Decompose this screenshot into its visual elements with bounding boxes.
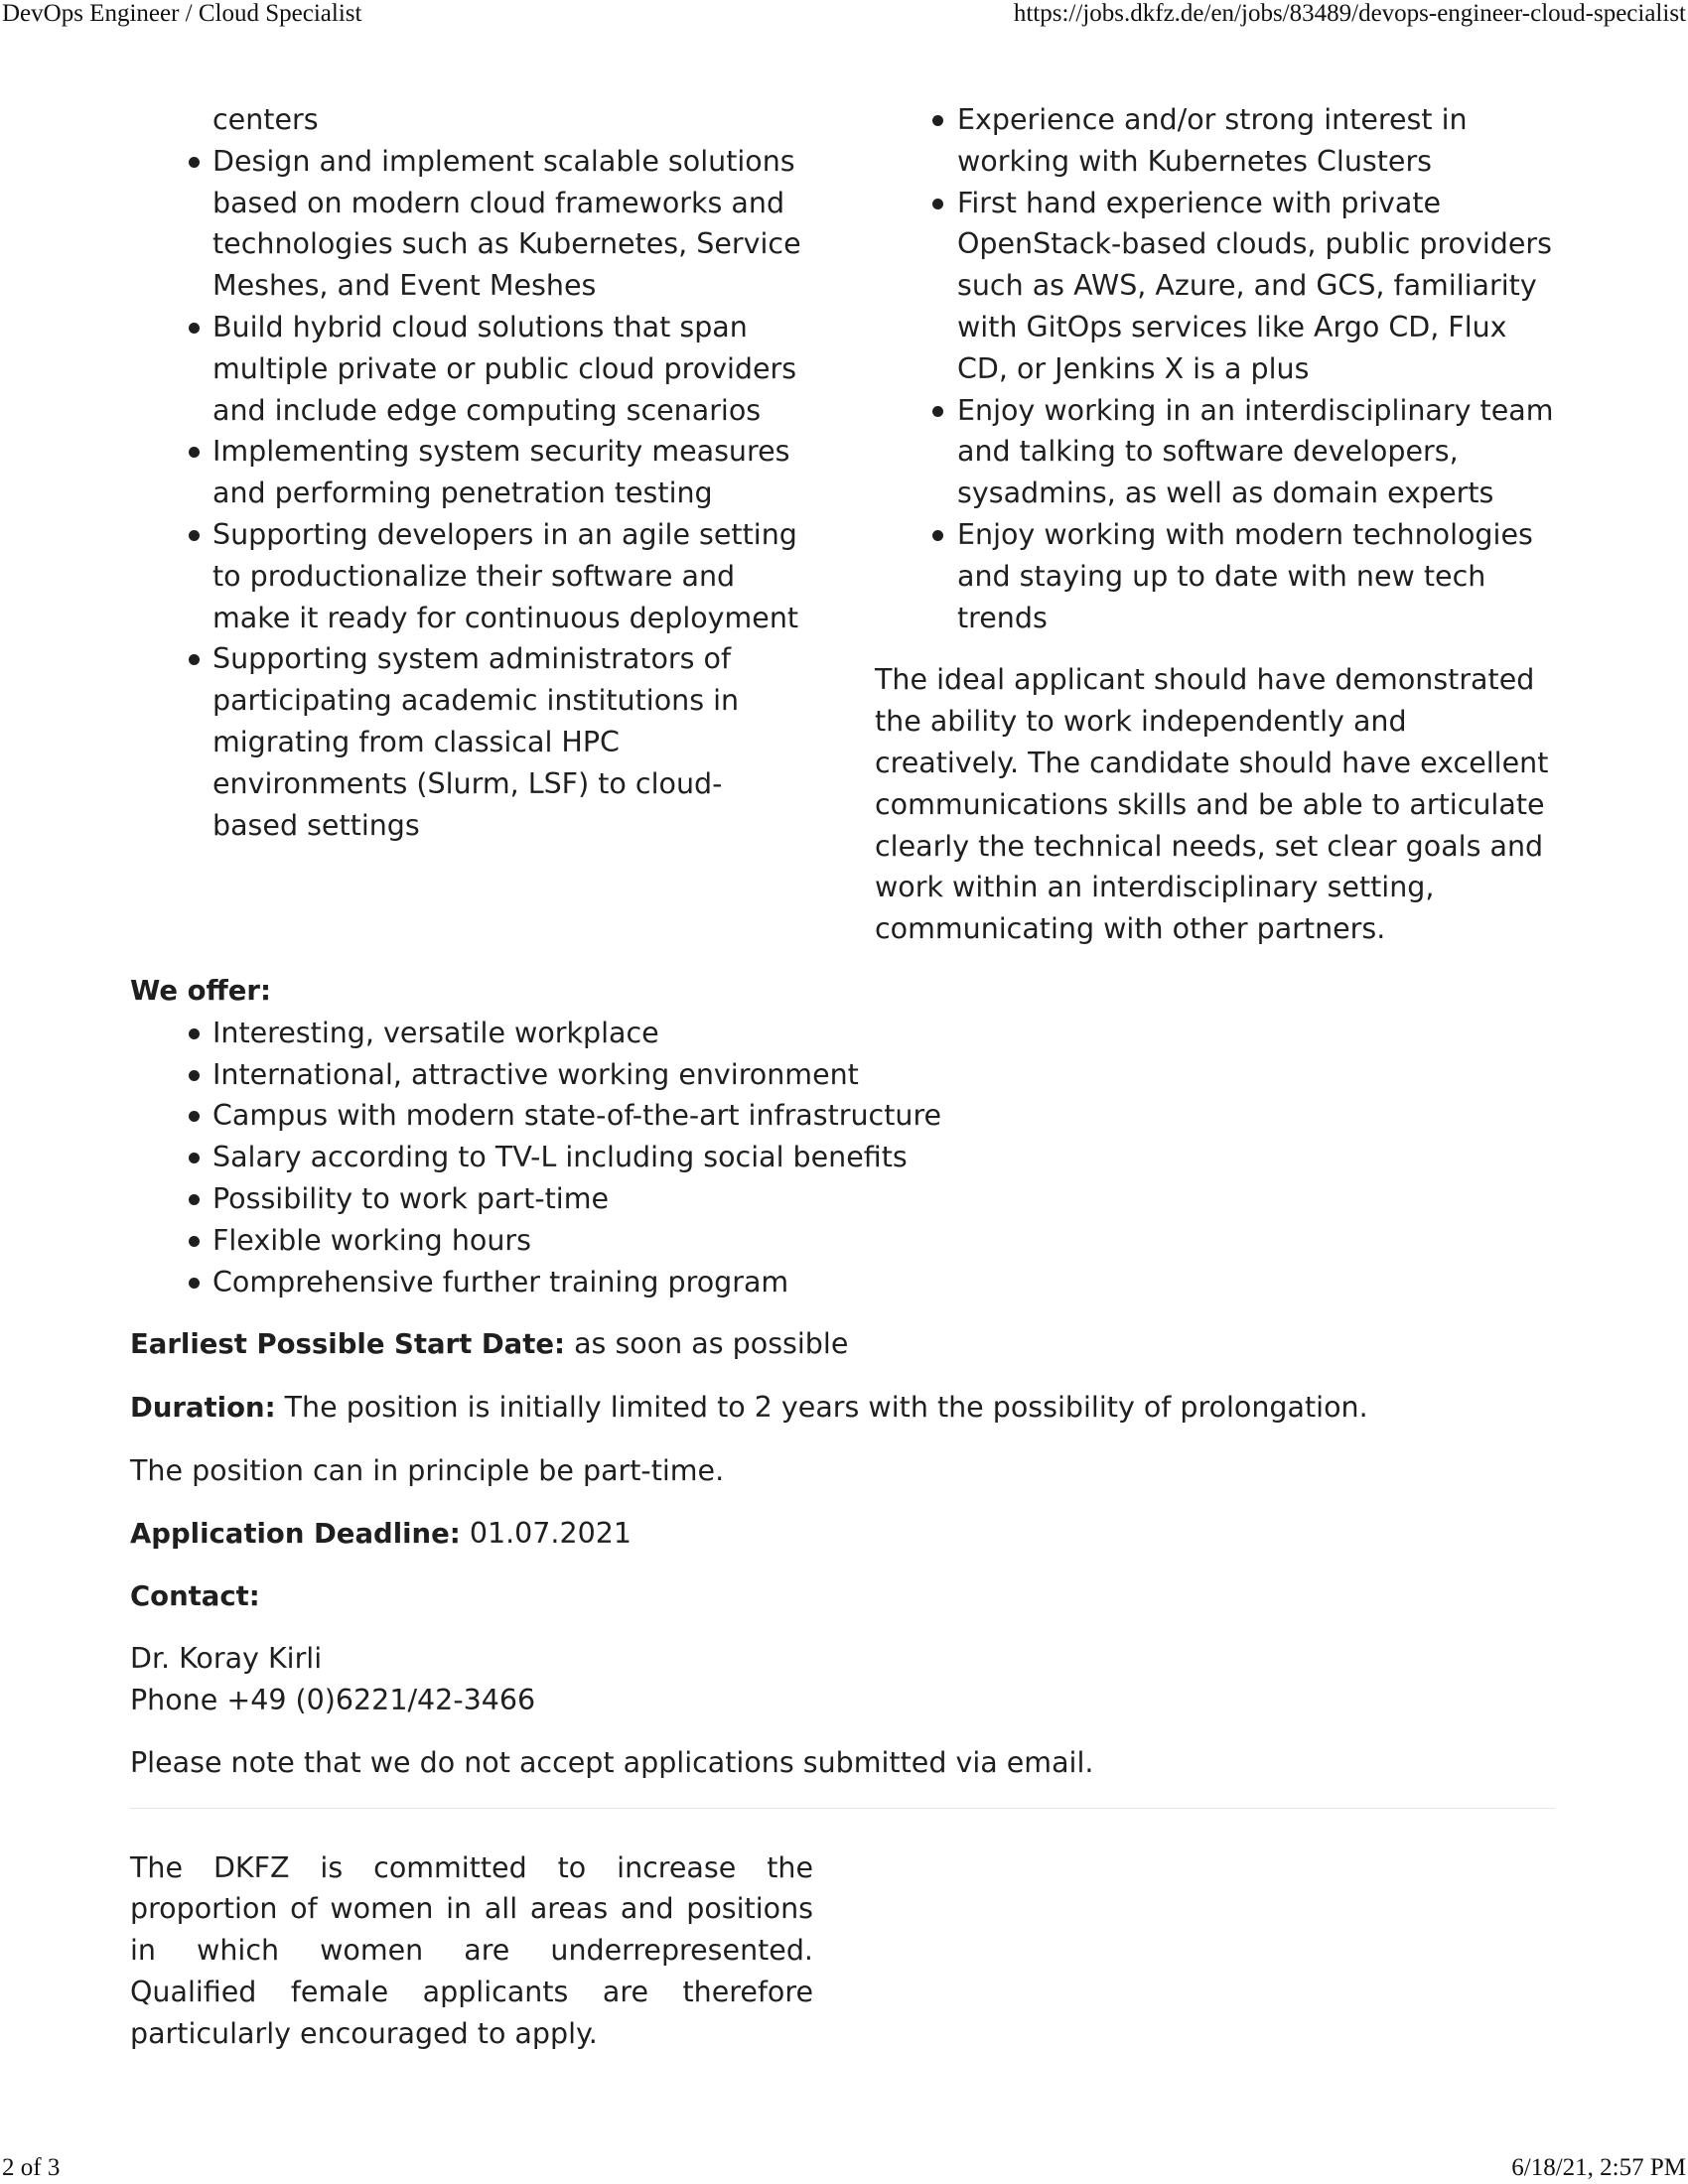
tasks-list — [130, 141, 805, 847]
equal-opportunity-statement: The DKFZ is committed to increase the proportion of women in all areas and positions in which women are underrepresented. Qualified female applicants are therefore particularly encouraged to apply. — [130, 1850, 813, 2050]
list-item: Design and implement scalable solutions based on modern cloud frameworks and technologies such as Kubernetes, Service Meshes, and Event Meshes — [212, 141, 805, 307]
list-item: International, attractive working environment — [212, 1054, 1555, 1096]
duration-line — [130, 1387, 1555, 1430]
part-time-line: The position can in principle be part-time. — [130, 1453, 725, 1487]
offer-heading: We offer: — [130, 974, 271, 1007]
list-item: Salary according to TV-L including social benefits — [212, 1137, 1555, 1178]
duration-value: The position is initially limited to 2 years with the possibility of prolongation. — [275, 1391, 1368, 1425]
list-item: Enjoy working in an interdisciplinary team and talking to software developers, sysadmins, as well as domain experts — [957, 390, 1555, 514]
list-item: Flexible working hours — [212, 1220, 1555, 1262]
bullet-icon — [932, 530, 943, 541]
start-date-line — [130, 1323, 1555, 1366]
list-item: Supporting system administrators of participating academic institutions in migrating from classical HPC environments (Slurm, LSF) to cloud-based settings — [212, 638, 805, 846]
bullet-icon — [189, 1111, 200, 1122]
list-item: First hand experience with private OpenStack-based clouds, public providers such as AWS, Azure, and GCS, familiarity with GitOps services like Argo CD, Flux CD, or Jenkins X is a plus — [957, 183, 1555, 390]
bullet-icon — [932, 115, 943, 126]
print-datetime: 6/18/21, 2:57 PM — [1511, 2154, 1686, 2181]
bullet-icon — [189, 1194, 200, 1205]
list-item: Possibility to work part-time — [212, 1178, 1555, 1220]
ideal-applicant-paragraph: The ideal applicant should have demonstrated the ability to work independently and creatively. The candidate should have excellent communications skills and be able to articulate clearly the technical needs, set clear goals and work within an interdisciplinary setting, communicating with other partners. — [875, 663, 1549, 946]
section-divider — [130, 1808, 1555, 1809]
list-item: Campus with modern state-of-the-art infrastructure — [212, 1095, 1555, 1137]
contact-phone: Phone +49 (0)6221/42-3466 — [130, 1684, 536, 1717]
list-item: Interesting, versatile workplace — [212, 1013, 1555, 1054]
two-column-section — [130, 99, 1555, 950]
list-item: Experience and/or strong interest in working with Kubernetes Clusters — [957, 99, 1555, 183]
page-url: https://jobs.dkfz.de/en/jobs/83489/devops-engineer-cloud-specialist — [1013, 0, 1686, 27]
list-item: Supporting developers in an agile setting to productionalize their software and make it ready for continuous deployment — [212, 514, 805, 638]
deadline-label: Application Deadline: — [130, 1517, 461, 1550]
bullet-icon — [189, 1153, 200, 1163]
bullet-icon — [932, 199, 943, 209]
duration-label: Duration: — [130, 1392, 276, 1425]
deadline-value: 01.07.2021 — [460, 1516, 633, 1550]
contact-heading: Contact: — [130, 1579, 260, 1612]
list-item: Enjoy working with modern technologies and staying up to date with new tech trends — [957, 514, 1555, 638]
bullet-icon — [189, 530, 200, 541]
bullet-icon — [189, 1028, 200, 1039]
deadline-line — [130, 1513, 1555, 1556]
list-item: Implementing system security measures and performing penetration testing — [212, 431, 805, 514]
job-posting-content — [130, 99, 1555, 2083]
tasks-column — [130, 99, 805, 950]
profile-list — [875, 99, 1555, 638]
list-item: Comprehensive further training program — [212, 1262, 1555, 1303]
bullet-icon — [932, 406, 943, 417]
print-footer — [0, 2154, 1688, 2184]
bullet-icon — [189, 1278, 200, 1289]
page-title: DevOps Engineer / Cloud Specialist — [2, 0, 362, 27]
email-note: Please note that we do not accept applications submitted via email. — [130, 1745, 1094, 1779]
bullet-icon — [189, 323, 200, 334]
bullet-icon — [189, 157, 200, 168]
profile-column — [875, 99, 1555, 950]
bullet-icon — [189, 447, 200, 458]
page-number: 2 of 3 — [2, 2154, 61, 2181]
start-date-label: Earliest Possible Start Date: — [130, 1328, 566, 1361]
bullet-icon — [189, 1070, 200, 1081]
bullet-icon — [189, 1236, 200, 1247]
contact-name: Dr. Koray Kirli — [130, 1642, 323, 1676]
offer-list — [130, 1013, 1555, 1303]
start-date-value: as soon as possible — [565, 1327, 849, 1361]
continued-bullet-text: centers — [212, 103, 319, 136]
contact-block — [130, 1638, 1555, 1721]
bullet-icon — [189, 654, 200, 665]
print-header — [0, 0, 1688, 30]
list-item: Build hybrid cloud solutions that span multiple private or public cloud providers and include edge computing scenarios — [212, 307, 805, 431]
